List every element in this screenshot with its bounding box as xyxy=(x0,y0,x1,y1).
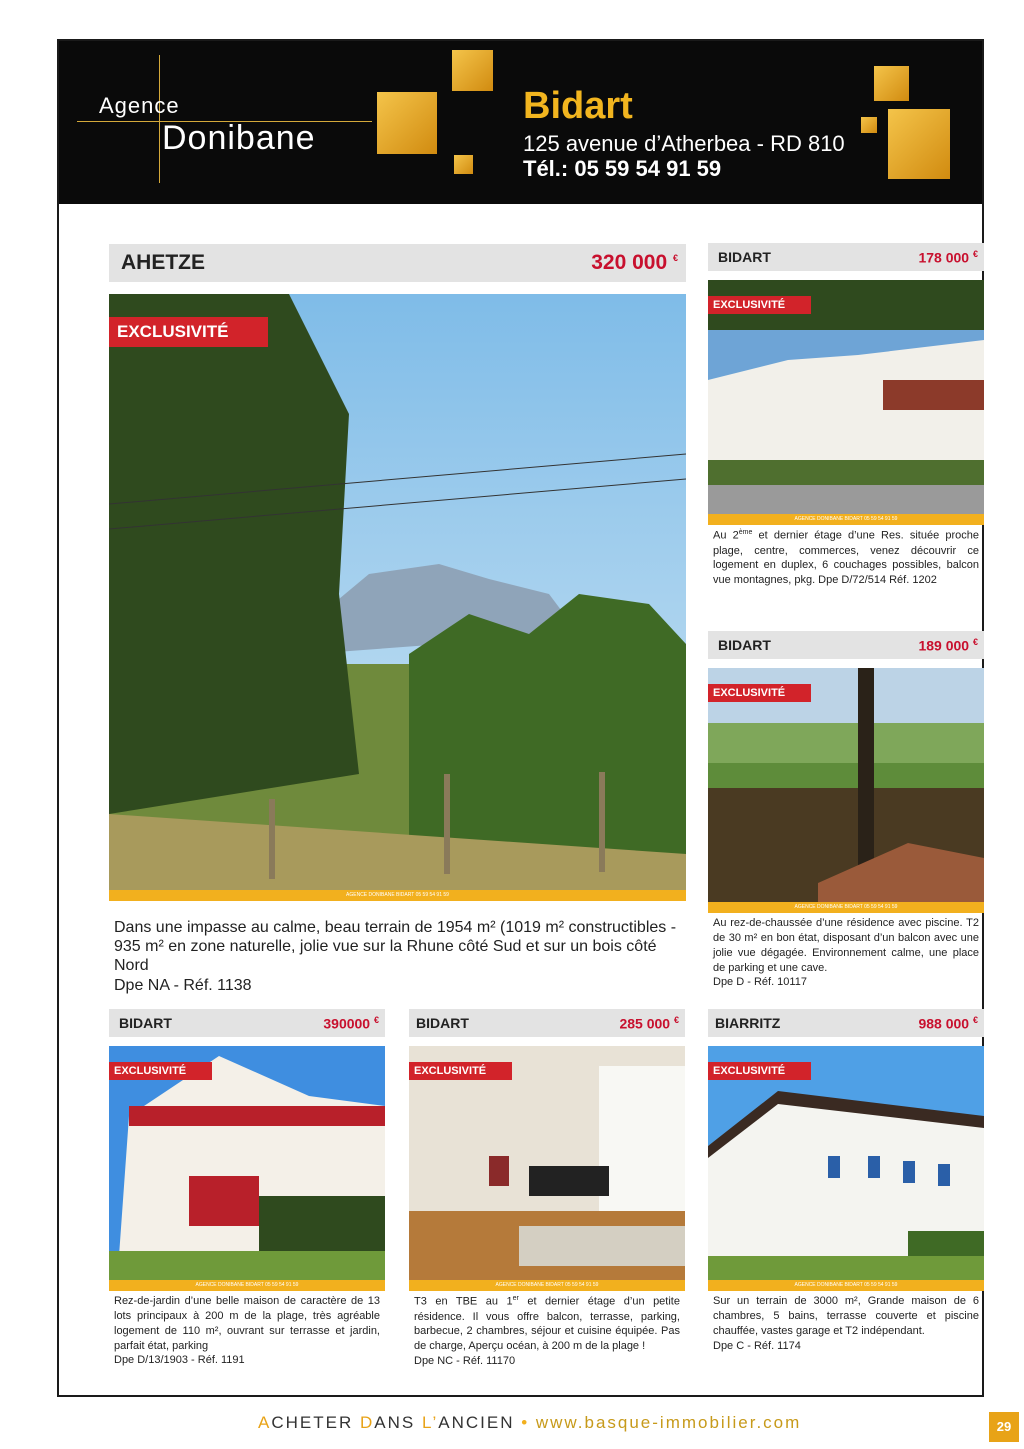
agency-city: Bidart xyxy=(523,85,633,127)
agency-address: 125 avenue d’Atherbea - RD 810 xyxy=(523,131,845,156)
listing-bidart-390000[interactable] xyxy=(109,1009,385,1374)
listing-price: 178 000 € xyxy=(918,248,978,266)
listing-price: 320 000 € xyxy=(591,251,678,274)
exclusivite-badge: EXCLUSIVITÉ xyxy=(109,1062,212,1080)
photo-credit: AGENCE DONIBANE BIDART 05 59 54 91 59 xyxy=(708,1280,984,1291)
agency-header xyxy=(59,41,982,204)
listing-city: BIDART xyxy=(718,249,771,265)
photo-credit: AGENCE DONIBANE BIDART 05 59 54 91 59 xyxy=(109,1280,385,1291)
listing-city: AHETZE xyxy=(121,251,205,274)
deco-square-2 xyxy=(888,109,950,179)
exclusivite-badge: EXCLUSIVITÉ xyxy=(409,1062,512,1080)
listing-description: Au rez-de-chaussée d’une résidence avec piscine. T2 de 30 m² en bon état, disposant d’un balcon avec une jolie vue dégagée. Environnement calme, une place de parking et une cave. Dpe D - Réf. 10117 xyxy=(713,917,979,989)
listing-bidart-178000[interactable] xyxy=(708,243,984,595)
listing-bidart-285000[interactable] xyxy=(409,1009,685,1374)
listing-bidart-189000[interactable] xyxy=(708,631,984,993)
listing-price: 390000 € xyxy=(323,1014,379,1032)
logo-square-top xyxy=(452,50,493,91)
listing-description: T3 en TBE au 1er et dernier étage d’un petite résidence. Il vous offre balcon, terrasse, parking, barbecue, 2 chambres, séjour et cuisine équipée. Pas de charge, Aperçu océan, à 200 m de la plage ! Dpe NC - Réf. 11170 xyxy=(414,1295,680,1368)
deco-square-3 xyxy=(861,117,877,133)
footer-website-link[interactable]: www.basque-immobilier.com xyxy=(535,1413,802,1432)
exclusivite-badge: EXCLUSIVITÉ xyxy=(708,1062,811,1080)
listing-biarritz-988000[interactable] xyxy=(708,1009,984,1374)
listing-title-bar xyxy=(708,1009,984,1037)
listing-city: BIDART xyxy=(119,1015,172,1031)
listing-photo[interactable] xyxy=(409,1046,685,1291)
logo-square-large xyxy=(377,92,437,154)
logo-square-small xyxy=(454,155,473,174)
listing-price: 988 000 € xyxy=(918,1014,978,1032)
photo-credit: AGENCE DONIBANE BIDART 05 59 54 91 59 xyxy=(409,1280,685,1291)
listing-description: Dans une impasse au calme, beau terrain de 1954 m² (1019 m² constructibles - 935 m² en zone naturelle, jolie vue sur la Rhune côté Sud et sur un bois côté Nord Dpe NA - Réf. 1138 xyxy=(114,919,677,994)
agency-phone: Tél.: 05 59 54 91 59 xyxy=(523,156,722,181)
listing-photo[interactable] xyxy=(109,1046,385,1291)
listing-description: Sur un terrain de 3000 m², Grande maison de 6 chambres, 5 bains, terrasse couverte et piscine chauffée, vastes garage et T2 indépendant. Dpe C - Réf. 1174 xyxy=(713,1295,979,1352)
listing-description: Au 2ème et dernier étage d’une Res. située proche plage, centre, commerces, venez découvrir ce logement en duplex, 6 couchages possibles, balcon vue montagnes, pkg. Dpe D/72/514 Réf. 1202 xyxy=(713,529,979,587)
photo-credit: AGENCE DONIBANE BIDART 05 59 54 91 59 xyxy=(708,902,984,913)
listing-city: BIARRITZ xyxy=(715,1015,781,1031)
photo-credit: AGENCE DONIBANE BIDART 05 59 54 91 59 xyxy=(708,514,984,525)
logo-rule-vertical xyxy=(159,55,160,183)
exclusivite-badge: EXCLUSIVITÉ xyxy=(109,317,268,347)
footer-tagline: ACHETER DANS L’ANCIEN • www.basque-immobilier.com xyxy=(258,1413,802,1432)
listing-city: BIDART xyxy=(718,637,771,653)
listing-title-bar xyxy=(708,631,984,659)
listing-title-bar xyxy=(109,1009,385,1037)
logo-agence-text: Agence xyxy=(99,93,180,118)
listing-price: 189 000 € xyxy=(918,636,978,654)
listing-price: 285 000 € xyxy=(619,1014,679,1032)
listing-ahetze[interactable] xyxy=(109,244,686,994)
exclusivite-badge: EXCLUSIVITÉ xyxy=(708,684,811,702)
listing-title-bar xyxy=(409,1009,685,1037)
exclusivite-badge: EXCLUSIVITÉ xyxy=(708,296,811,314)
listing-city: BIDART xyxy=(416,1015,469,1031)
listing-title-bar xyxy=(708,243,984,271)
listing-photo[interactable] xyxy=(708,668,984,913)
page-number: 29 xyxy=(989,1412,1019,1442)
listing-photo[interactable] xyxy=(708,280,984,525)
listing-title-bar xyxy=(109,244,686,282)
listing-photo[interactable] xyxy=(708,1046,984,1291)
listing-photo[interactable] xyxy=(109,294,686,901)
listing-description: Rez-de-jardin d’une belle maison de caractère de 13 lots principaux à 200 m de la plage, très agréable logement de 110 m², ouvrant sur terrasse et jardin, parfait état, parking Dpe D/13/1903 - Réf. 1191 xyxy=(114,1295,380,1367)
deco-square-1 xyxy=(874,66,909,101)
photo-credit: AGENCE DONIBANE BIDART 05 59 54 91 59 xyxy=(109,890,686,901)
logo-donibane-text: Donibane xyxy=(162,119,316,157)
